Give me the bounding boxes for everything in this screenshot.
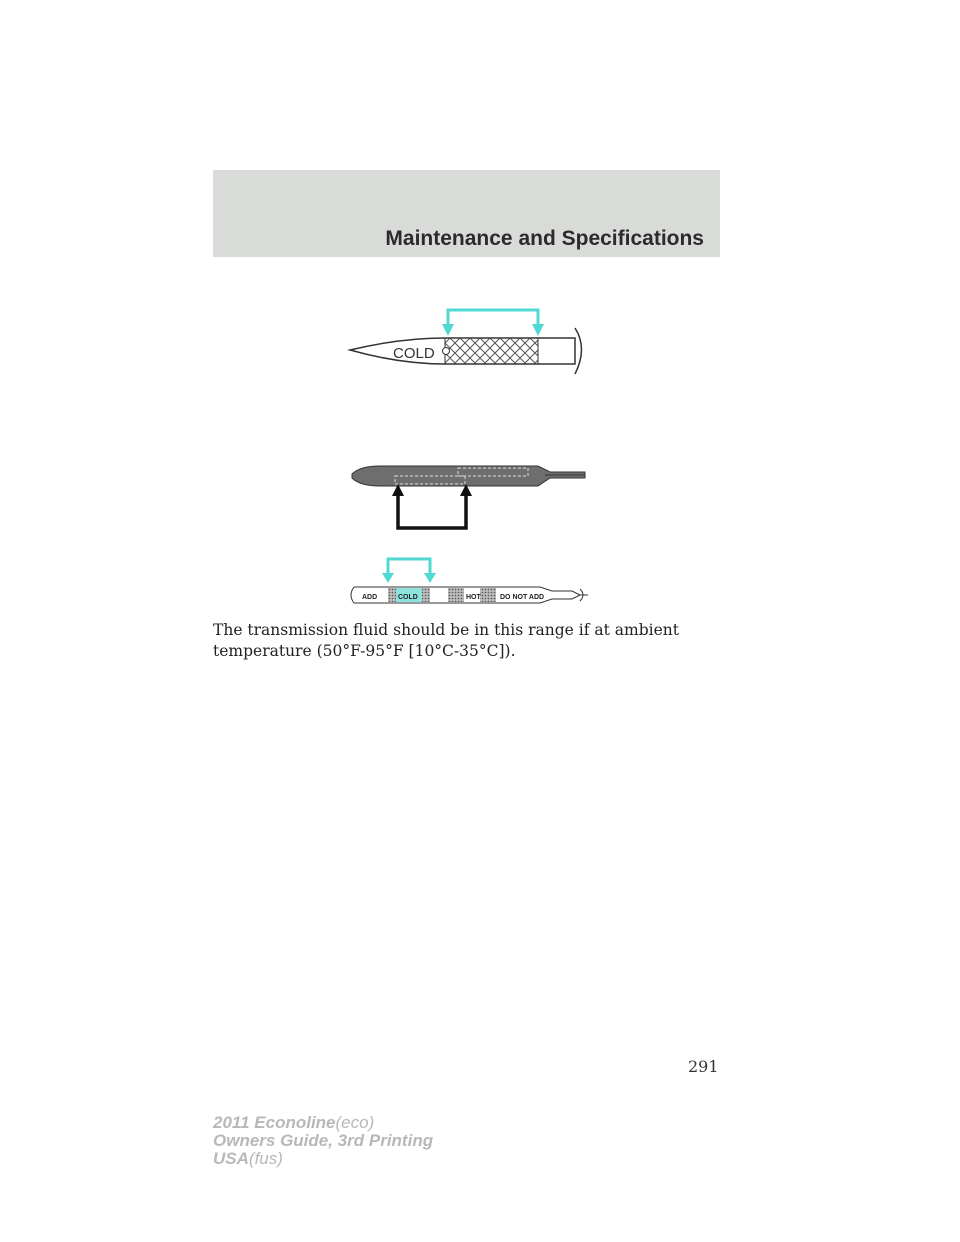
crosshatch-range [445,338,538,364]
body-paragraph: The transmission fluid should be in this range if at ambient temperature (50°F-95°F [10°C-35°C]). [213,621,679,660]
band-label-add: ADD [362,594,378,601]
footer-line-3 [213,1150,433,1168]
footer-market-code: (fus) [248,1149,283,1168]
dipstick-label-cold: COLD [393,345,435,362]
footer-line-2: Owners Guide, 3rd Printing [213,1131,434,1150]
footer-line-1 [213,1114,433,1132]
footer-model: 2011 Econoline [213,1113,336,1132]
arrow-bracket [448,310,538,328]
arrow-head-right [532,324,544,336]
footer [213,1114,433,1168]
dipstick-dot [443,348,450,355]
arrow-bracket [398,492,466,528]
dipstick-handle-end [575,328,582,374]
dipstick-bands-figure [340,555,600,610]
band-label-do-not-add: DO NOT ADD [500,594,545,601]
arrow-head-right [424,573,436,583]
footer-market: USA [213,1149,249,1168]
footer-model-code: (eco) [335,1113,375,1132]
dipstick-dark-figure [340,460,600,535]
dipstick-cold-figure [340,298,600,383]
page-number: 291 [688,1057,719,1076]
header-band [213,170,720,257]
section-title: Maintenance and Specifications [385,227,704,250]
band-label-hot: HOT [466,594,481,601]
arrow-head-left [442,324,454,336]
arrow-head-left [382,573,394,583]
arrow-bracket [388,559,430,577]
band-label-cold: COLD [398,594,418,601]
